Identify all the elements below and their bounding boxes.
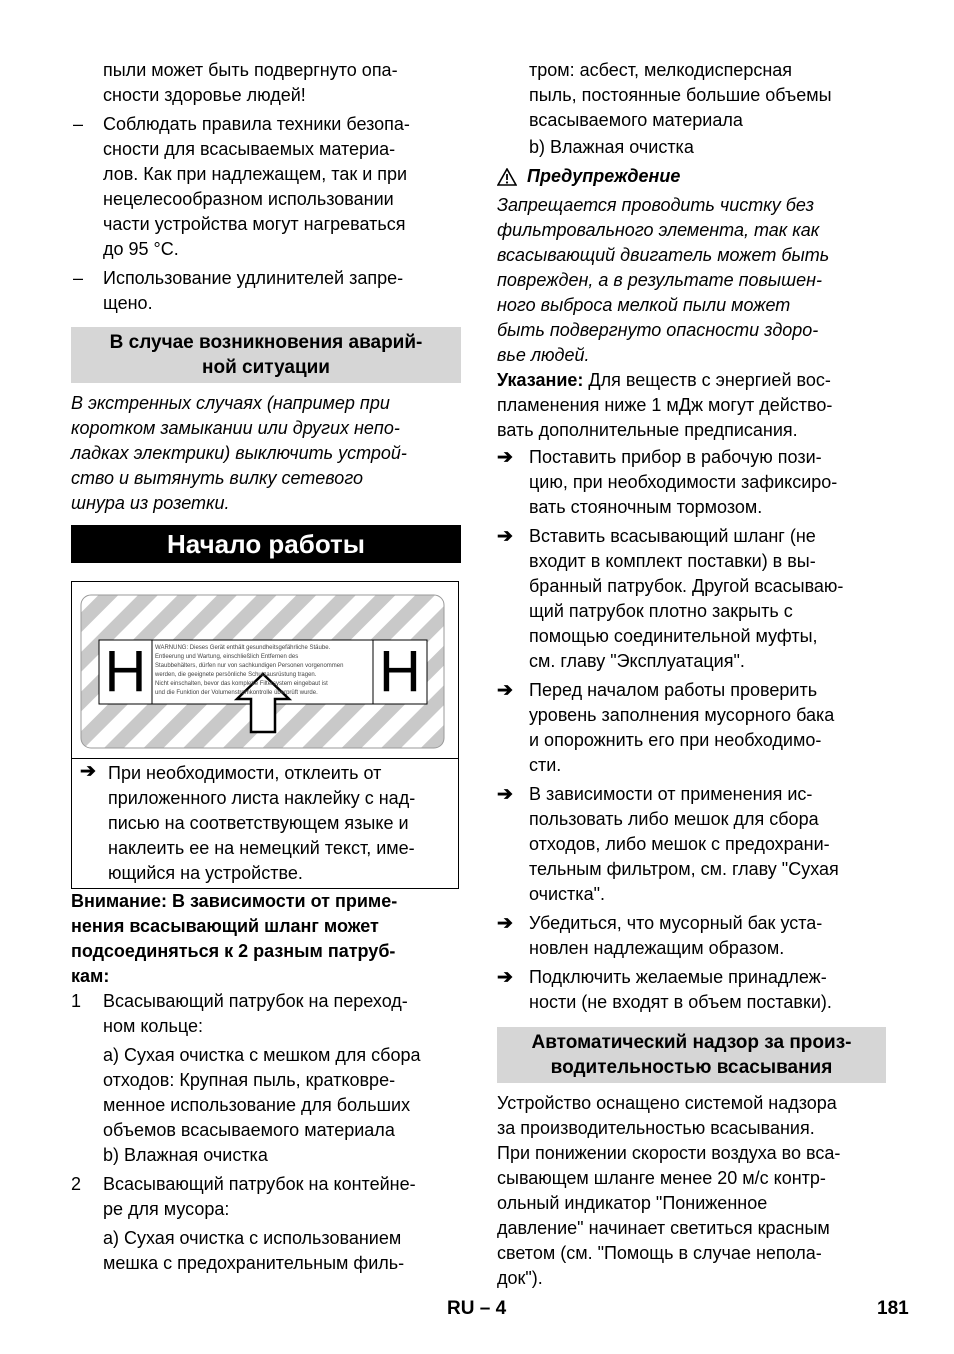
chapter-title: Начало работы: [71, 525, 461, 563]
text-line: коротком замыкании или других непо-: [71, 418, 400, 438]
text-line: шнура из розетки.: [71, 493, 230, 513]
sticker-letter-left: H: [104, 639, 147, 704]
text-line: ного выброса мелкой пыли может: [497, 295, 791, 315]
step-item: [497, 678, 886, 778]
dash-list-item: [71, 112, 461, 262]
step-item: [497, 965, 886, 1015]
text-line: кам:: [71, 966, 110, 986]
text-line: щено.: [103, 293, 153, 313]
text-line: наклеить ее на немецкий текст, име-: [108, 838, 415, 858]
heading-line: ной ситуации: [202, 357, 330, 378]
text-line: сывающем шланге менее 20 м/с контр-: [497, 1168, 826, 1188]
text-line: отходов: Крупная пыль, кратковре-: [103, 1070, 396, 1090]
text-line: Запрещается проводить чистку без: [497, 195, 815, 215]
numbered-item: [71, 989, 461, 1168]
text-line: тром: асбест, мелкодисперсная: [529, 60, 793, 80]
text-line: всасываемого материала: [529, 110, 743, 130]
sticker-figure: [71, 581, 459, 889]
text-line: Устройство оснащено системой надзора: [497, 1093, 837, 1113]
numbered-item: [71, 1172, 461, 1276]
text-line: бранный патрубок. Другой всасываю-: [529, 576, 844, 596]
text-line: а) Сухая очистка с использованием: [103, 1228, 402, 1248]
text-line: сти.: [529, 755, 562, 775]
text-line: быть подвергнуто опасности здоро-: [497, 320, 819, 340]
step-item: [497, 782, 886, 907]
warning-text: [497, 193, 886, 368]
text-line: писью на соответствующем языке и: [108, 813, 409, 833]
text-line: очистка".: [529, 884, 605, 904]
heading-line: В случае возникновения аварий-: [109, 332, 423, 353]
note: [497, 368, 886, 443]
heading-line: Автоматический надзор за произ-: [531, 1032, 852, 1053]
text-line: При понижении скорости воздуха во вса-: [497, 1143, 841, 1163]
sticker-text-line: werden, die geeignete persönliche Schutzausrüstung tragen.: [155, 672, 317, 678]
text-line: нения всасывающий шланг может: [71, 916, 379, 936]
dash-list-item: [71, 266, 461, 316]
text-line: [497, 368, 886, 393]
text-line: Перед началом работы проверить: [529, 680, 818, 700]
arrow-icon: ➔: [497, 680, 513, 701]
arrow-icon: ➔: [497, 967, 513, 988]
sticker-text-line: Entleerung und Wartung, einschließlich Entfernen des: [155, 654, 299, 660]
text-line: При необходимости, отклеить от: [108, 763, 382, 783]
item-number: 1: [71, 991, 82, 1011]
step-item: [497, 445, 886, 520]
text-line: вье людей.: [497, 345, 590, 365]
text-line: Убедиться, что мусорный бак уста-: [529, 913, 823, 933]
text-line: Вставить всасывающий шланг (не: [529, 526, 816, 546]
text-line: новлен надлежащим образом.: [529, 938, 785, 958]
arrow-icon: ➔: [497, 447, 513, 468]
attention-note: [71, 889, 461, 989]
text-line: пламенения ниже 1 мДж могут действо-: [497, 395, 833, 415]
sticker-text-line: Staubbehälters, dürfen nur von sachkundigen Personen vorgenommen: [155, 663, 344, 669]
text-line: входит в комплект поставки) в вы-: [529, 551, 816, 571]
sticker-note: [72, 758, 458, 888]
text-line: тельным фильтром, см. главу "Сухая: [529, 859, 839, 879]
arrow-icon: ➔: [80, 761, 96, 782]
text-line: Всасывающий патрубок на контейне-: [103, 1174, 416, 1194]
note-label: Указание:: [497, 370, 584, 390]
heading-line: водительностью всасывания: [550, 1057, 833, 1078]
text-line: за производительностью всасывания.: [497, 1118, 815, 1138]
emergency-heading: [71, 327, 461, 383]
continued-text: [497, 58, 886, 160]
text-line: объемов всасываемого материала: [103, 1120, 395, 1140]
text-line: менное использование для больших: [103, 1095, 411, 1115]
warning-heading: [497, 164, 886, 189]
text-line: Использование удлинителей запре-: [103, 268, 404, 288]
text-line: поврежден, а в результате повышен-: [497, 270, 823, 290]
text-line: ладках электрики) выключить устрой-: [71, 443, 407, 463]
text-line: подсоединяться к 2 разным патруб-: [71, 941, 396, 961]
sticker-text-line: WARNUNG: Dieses Gerät enthält gesundheitsgefährliche Stäube.: [155, 645, 331, 651]
text-line: цию, при необходимости зафиксиро-: [529, 472, 838, 492]
left-column: [71, 58, 461, 1276]
text-line: ющийся на устройстве.: [108, 863, 303, 883]
sticker-text-line: Nicht einschalten, bevor das komplette Filtersystem eingebaut ist: [155, 681, 328, 687]
emergency-text: [71, 391, 461, 516]
text-line: нецелесообразном использовании: [103, 189, 394, 209]
text-line: вать дополнительные предписания.: [497, 420, 798, 440]
text-line: пыль, постоянные большие объемы: [529, 85, 832, 105]
text-line: помощью соединительной муфты,: [529, 626, 818, 646]
sticker-text-line: und die Funktion der Volumenstromkontrolle überprüft wurde.: [155, 690, 318, 696]
text-line: лов. Как при надлежащем, так и при: [103, 164, 408, 184]
text-line: ство и вытянуть вилку сетевого: [71, 468, 363, 488]
step-item: [497, 524, 886, 674]
arrow-icon: ➔: [497, 913, 513, 934]
warning-title: Предупреждение: [527, 166, 681, 186]
continued-text: [71, 58, 461, 108]
text-line: части устройства могут нагреваться: [103, 214, 406, 234]
text-line: ности (не входят в объем поставки).: [529, 992, 832, 1012]
footer-section-label: RU – 4: [447, 1298, 507, 1319]
text-line: вать стояночным тормозом.: [529, 497, 763, 517]
text-line: b) Влажная очистка: [103, 1145, 268, 1165]
dash-marker: –: [73, 268, 84, 288]
item-number: 2: [71, 1174, 82, 1194]
step-item: [497, 911, 886, 961]
text-line: см. главу "Эксплуатация".: [529, 651, 745, 671]
text-line: сности здоровье людей!: [103, 85, 306, 105]
text-line: мешка с предохранительным филь-: [103, 1253, 405, 1273]
text-line: ре для мусора:: [103, 1199, 230, 1219]
text-line: светом (см. "Помощь в случае непола-: [497, 1243, 822, 1263]
text-line: отходов, либо мешок с предохрани-: [529, 834, 830, 854]
text-line: до 95 °C.: [103, 239, 179, 259]
text-line: и опорожнить его при необходимо-: [529, 730, 822, 750]
text-line: Всасывающий патрубок на переход-: [103, 991, 408, 1011]
text-line: сности для всасываемых материа-: [103, 139, 396, 159]
footer-page-number: 181: [877, 1298, 909, 1319]
sticker-warning-text: [155, 644, 371, 698]
warning-triangle-icon: [497, 168, 517, 186]
text-line: давление" начинает светиться красным: [497, 1218, 830, 1238]
text-line: уровень заполнения мусорного бака: [529, 705, 835, 725]
auto-monitor-heading: [497, 1027, 886, 1083]
right-column: [497, 58, 886, 1291]
text-line: В зависимости от применения ис-: [529, 784, 813, 804]
text-line: Внимание: В зависимости от приме-: [71, 891, 398, 911]
text-line: всасывающий двигатель может быть: [497, 245, 830, 265]
text-line: приложенного листа наклейку с над-: [108, 788, 416, 808]
text-line: Соблюдать правила техники безопа-: [103, 114, 410, 134]
text-line: щий патрубок плотно закрыть с: [529, 601, 793, 621]
text-line: ольный индикатор "Пониженное: [497, 1193, 768, 1213]
sticker-illustration: [72, 582, 458, 758]
text-line: В экстренных случаях (например при: [71, 393, 390, 413]
text-line: док").: [497, 1268, 543, 1288]
text-line: b) Влажная очистка: [529, 137, 694, 157]
arrow-icon: ➔: [497, 784, 513, 805]
text-line: Подключить желаемые принадлеж-: [529, 967, 827, 987]
text-line: пыли может быть подвергнуто опа-: [103, 60, 398, 80]
sticker-letter-right: H: [379, 639, 421, 704]
dash-marker: –: [73, 114, 84, 134]
note-first-line: Для веществ с энергией вос-: [583, 370, 831, 390]
text-line: пользовать либо мешок для сбора: [529, 809, 819, 829]
text-line: ном кольце:: [103, 1016, 204, 1036]
auto-monitor-text: [497, 1091, 886, 1291]
text-line: а) Сухая очистка с мешком для сбора: [103, 1045, 421, 1065]
text-line: фильтровального элемента, так как: [497, 220, 820, 240]
text-line: Поставить прибор в рабочую пози-: [529, 447, 822, 467]
arrow-icon: ➔: [497, 526, 513, 547]
